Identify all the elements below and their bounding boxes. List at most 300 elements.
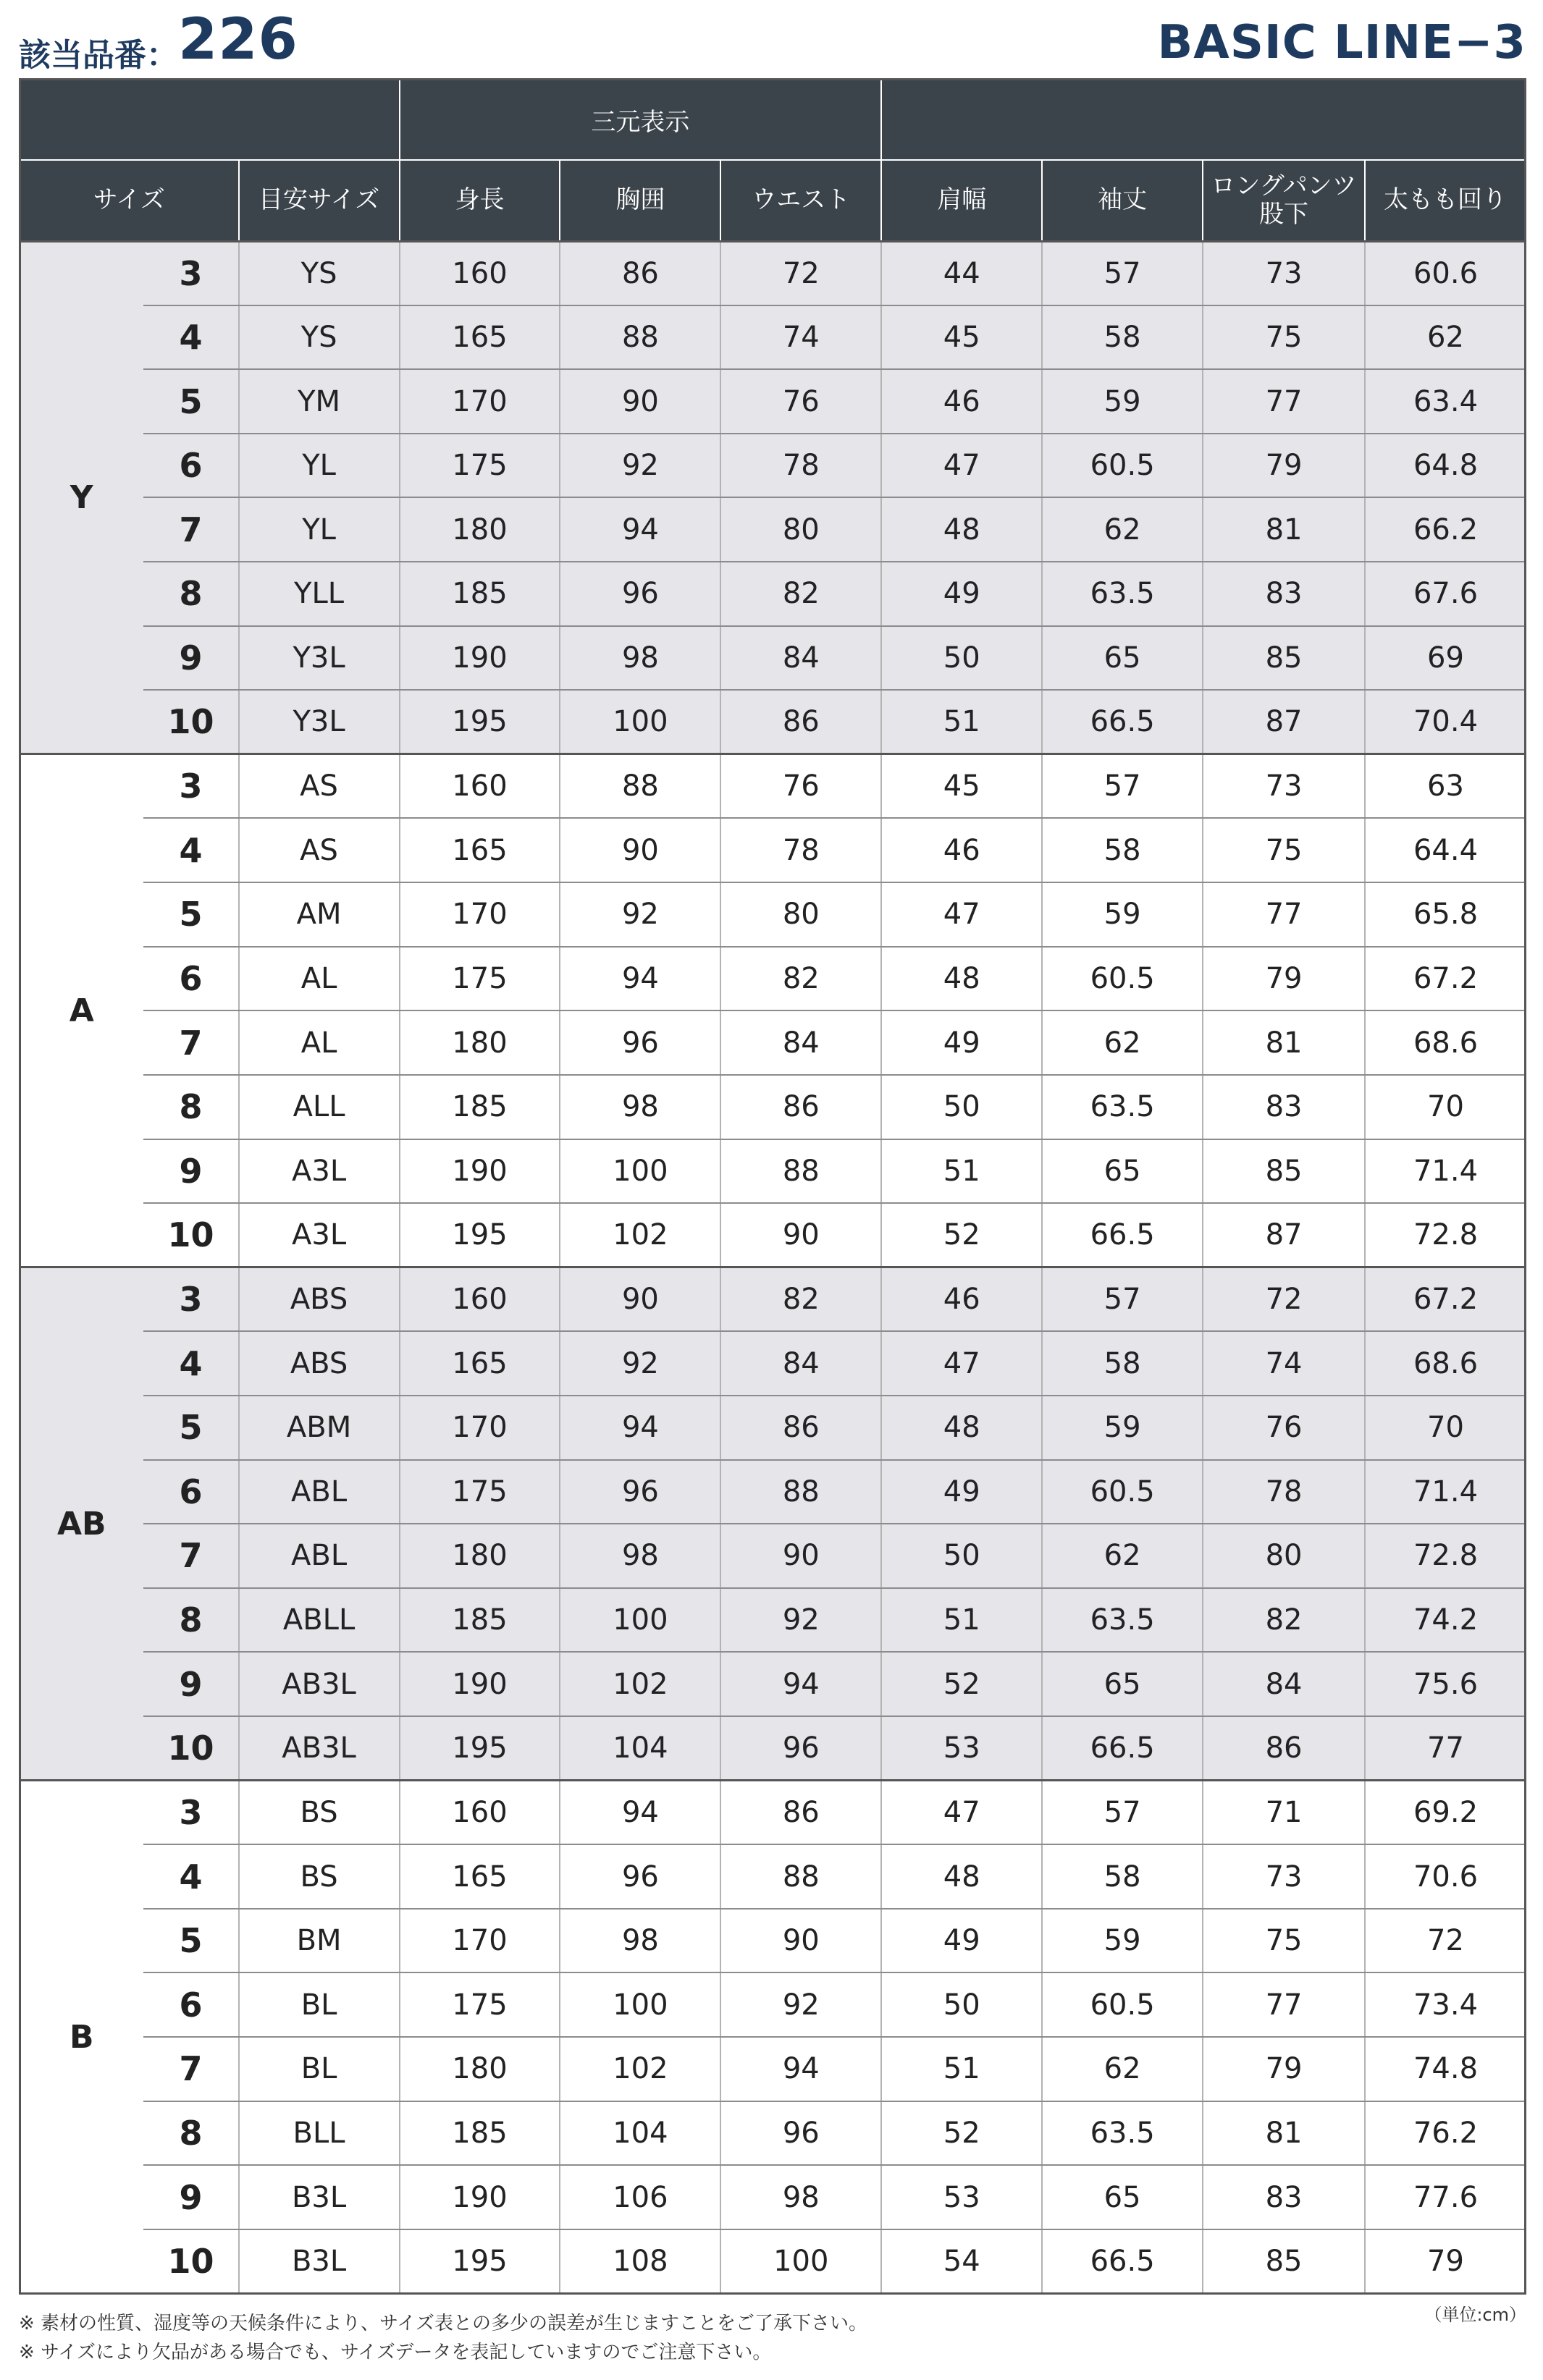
table-row <box>20 1203 1526 1267</box>
chest-cell: 102 <box>560 1652 720 1716</box>
height-cell: 165 <box>400 305 560 370</box>
table-body <box>20 241 1526 2294</box>
shoulder-cell: 52 <box>881 1652 1042 1716</box>
height-cell: 160 <box>400 754 560 819</box>
sleeve-cell: 59 <box>1042 369 1203 434</box>
inseam-cell: 80 <box>1203 1524 1365 1588</box>
header-blank-left <box>20 79 400 160</box>
sleeve-cell: 60.5 <box>1042 1460 1203 1524</box>
waist-cell: 90 <box>720 1524 881 1588</box>
chest-cell: 98 <box>560 1075 720 1139</box>
unit-note: （単位:cm） <box>1424 2305 1526 2325</box>
guide-size-cell: BLL <box>239 2101 400 2166</box>
thigh-cell: 64.8 <box>1365 434 1526 498</box>
height-cell: 170 <box>400 1909 560 1973</box>
thigh-cell: 69.2 <box>1365 1781 1526 1845</box>
waist-cell: 82 <box>720 1267 881 1332</box>
guide-size-cell: BM <box>239 1909 400 1973</box>
thigh-cell: 74.2 <box>1365 1588 1526 1653</box>
inseam-cell: 81 <box>1203 1010 1365 1075</box>
number-cell: 4 <box>143 818 238 882</box>
thigh-cell: 67.2 <box>1365 947 1526 1011</box>
chest-cell: 92 <box>560 434 720 498</box>
footer-note: ※ サイズにより欠品がある場合でも、サイズデータを表記していますのでご注意下さい。 <box>19 2342 772 2363</box>
height-cell: 175 <box>400 1460 560 1524</box>
thigh-cell: 70.4 <box>1365 690 1526 754</box>
table-row <box>20 2037 1526 2101</box>
guide-size-cell: BL <box>239 2037 400 2101</box>
waist-cell: 80 <box>720 882 881 947</box>
height-cell: 180 <box>400 497 560 562</box>
guide-size-cell: AS <box>239 818 400 882</box>
height-cell: 160 <box>400 1267 560 1332</box>
shoulder-cell: 50 <box>881 626 1042 691</box>
shoulder-cell: 48 <box>881 1396 1042 1460</box>
number-cell: 3 <box>143 1267 238 1332</box>
height-cell: 190 <box>400 1139 560 1204</box>
thigh-cell: 68.6 <box>1365 1331 1526 1396</box>
table-row <box>20 1396 1526 1460</box>
inseam-cell: 74 <box>1203 1331 1365 1396</box>
height-cell: 195 <box>400 2229 560 2294</box>
thigh-cell: 77.6 <box>1365 2165 1526 2229</box>
sleeve-cell: 57 <box>1042 754 1203 819</box>
waist-cell: 94 <box>720 2037 881 2101</box>
guide-size-cell: ABLL <box>239 1588 400 1653</box>
shoulder-cell: 50 <box>881 1524 1042 1588</box>
table-row <box>20 626 1526 691</box>
shoulder-cell: 51 <box>881 1139 1042 1204</box>
sleeve-cell: 63.5 <box>1042 1075 1203 1139</box>
size-group-label: AB <box>20 1267 143 1781</box>
column-header: 身長 <box>400 160 560 241</box>
shoulder-cell: 49 <box>881 1460 1042 1524</box>
chest-cell: 86 <box>560 241 720 305</box>
table-row <box>20 1331 1526 1396</box>
waist-cell: 80 <box>720 497 881 562</box>
inseam-cell: 87 <box>1203 1203 1365 1267</box>
column-header: 目安サイズ <box>239 160 400 241</box>
number-cell: 10 <box>143 2229 238 2294</box>
table-row <box>20 1972 1526 2037</box>
number-cell: 7 <box>143 1010 238 1075</box>
sleeve-cell: 59 <box>1042 882 1203 947</box>
chest-cell: 90 <box>560 818 720 882</box>
number-cell: 10 <box>143 1203 238 1267</box>
guide-size-cell: AL <box>239 947 400 1011</box>
guide-size-cell: BS <box>239 1844 400 1909</box>
chest-cell: 100 <box>560 1588 720 1653</box>
number-cell: 4 <box>143 1844 238 1909</box>
number-cell: 9 <box>143 1652 238 1716</box>
guide-size-cell: Y3L <box>239 690 400 754</box>
size-table <box>19 78 1526 2295</box>
table-row <box>20 1524 1526 1588</box>
shoulder-cell: 44 <box>881 241 1042 305</box>
column-header: 太もも回り <box>1365 160 1526 241</box>
height-cell: 195 <box>400 1716 560 1781</box>
waist-cell: 84 <box>720 626 881 691</box>
waist-cell: 82 <box>720 947 881 1011</box>
table-row <box>20 1460 1526 1524</box>
table-row <box>20 2101 1526 2166</box>
sleeve-cell: 62 <box>1042 1524 1203 1588</box>
chest-cell: 96 <box>560 562 720 626</box>
number-cell: 5 <box>143 369 238 434</box>
sleeve-cell: 58 <box>1042 1331 1203 1396</box>
shoulder-cell: 51 <box>881 1588 1042 1653</box>
waist-cell: 92 <box>720 1972 881 2037</box>
thigh-cell: 74.8 <box>1365 2037 1526 2101</box>
number-cell: 10 <box>143 1716 238 1781</box>
shoulder-cell: 51 <box>881 690 1042 754</box>
sleeve-cell: 60.5 <box>1042 1972 1203 2037</box>
guide-size-cell: AB3L <box>239 1716 400 1781</box>
height-cell: 190 <box>400 626 560 691</box>
height-cell: 175 <box>400 434 560 498</box>
height-cell: 160 <box>400 1781 560 1845</box>
footer-notes <box>19 2309 867 2367</box>
thigh-cell: 72.8 <box>1365 1524 1526 1588</box>
column-header: 胸囲 <box>560 160 720 241</box>
height-cell: 180 <box>400 2037 560 2101</box>
guide-size-cell: BS <box>239 1781 400 1845</box>
shoulder-cell: 49 <box>881 562 1042 626</box>
waist-cell: 88 <box>720 1460 881 1524</box>
waist-cell: 78 <box>720 818 881 882</box>
thigh-cell: 62 <box>1365 305 1526 370</box>
inseam-cell: 83 <box>1203 562 1365 626</box>
number-cell: 3 <box>143 1781 238 1845</box>
sleeve-cell: 57 <box>1042 1267 1203 1332</box>
table-row <box>20 1716 1526 1781</box>
chest-cell: 96 <box>560 1010 720 1075</box>
chest-cell: 94 <box>560 1396 720 1460</box>
inseam-cell: 79 <box>1203 947 1365 1011</box>
height-cell: 170 <box>400 1396 560 1460</box>
sleeve-cell: 63.5 <box>1042 562 1203 626</box>
inseam-cell: 77 <box>1203 1972 1365 2037</box>
inseam-cell: 75 <box>1203 305 1365 370</box>
number-cell: 6 <box>143 1972 238 2037</box>
thigh-cell: 71.4 <box>1365 1139 1526 1204</box>
inseam-cell: 79 <box>1203 2037 1365 2101</box>
number-cell: 7 <box>143 1524 238 1588</box>
thigh-cell: 64.4 <box>1365 818 1526 882</box>
number-cell: 6 <box>143 947 238 1011</box>
chest-cell: 98 <box>560 626 720 691</box>
shoulder-cell: 51 <box>881 2037 1042 2101</box>
inseam-cell: 83 <box>1203 2165 1365 2229</box>
height-cell: 195 <box>400 690 560 754</box>
number-cell: 4 <box>143 1331 238 1396</box>
sleeve-cell: 59 <box>1042 1396 1203 1460</box>
sleeve-cell: 58 <box>1042 1844 1203 1909</box>
height-cell: 170 <box>400 369 560 434</box>
chest-cell: 104 <box>560 2101 720 2166</box>
inseam-cell: 72 <box>1203 1267 1365 1332</box>
table-row <box>20 818 1526 882</box>
sleeve-cell: 62 <box>1042 497 1203 562</box>
waist-cell: 82 <box>720 562 881 626</box>
thigh-cell: 66.2 <box>1365 497 1526 562</box>
shoulder-cell: 46 <box>881 369 1042 434</box>
sleeve-cell: 63.5 <box>1042 2101 1203 2166</box>
guide-size-cell: YL <box>239 497 400 562</box>
table-row <box>20 241 1526 305</box>
size-group-label: B <box>20 1781 143 2294</box>
table-row <box>20 690 1526 754</box>
product-label: 該当品番： <box>19 37 178 74</box>
thigh-cell: 77 <box>1365 1716 1526 1781</box>
shoulder-cell: 47 <box>881 1781 1042 1845</box>
height-cell: 160 <box>400 241 560 305</box>
table-row <box>20 1010 1526 1075</box>
height-cell: 185 <box>400 562 560 626</box>
shoulder-cell: 48 <box>881 1844 1042 1909</box>
column-header: 肩幅 <box>881 160 1042 241</box>
page-header <box>19 7 1526 72</box>
inseam-cell: 77 <box>1203 369 1365 434</box>
header-row-group <box>20 79 1526 160</box>
table-row <box>20 562 1526 626</box>
waist-cell: 96 <box>720 1716 881 1781</box>
thigh-cell: 70.6 <box>1365 1844 1526 1909</box>
header-blank-right <box>881 79 1526 160</box>
inseam-cell: 83 <box>1203 1075 1365 1139</box>
guide-size-cell: ABS <box>239 1331 400 1396</box>
table-row <box>20 1267 1526 1332</box>
height-cell: 185 <box>400 1075 560 1139</box>
inseam-cell: 73 <box>1203 754 1365 819</box>
chest-cell: 102 <box>560 1203 720 1267</box>
product-number: 226 <box>178 7 298 72</box>
inseam-cell: 85 <box>1203 626 1365 691</box>
waist-cell: 76 <box>720 369 881 434</box>
chest-cell: 108 <box>560 2229 720 2294</box>
shoulder-cell: 48 <box>881 947 1042 1011</box>
thigh-cell: 63 <box>1365 754 1526 819</box>
shoulder-cell: 47 <box>881 1331 1042 1396</box>
waist-cell: 86 <box>720 1396 881 1460</box>
table-row <box>20 947 1526 1011</box>
sleeve-cell: 66.5 <box>1042 1716 1203 1781</box>
table-row <box>20 369 1526 434</box>
number-cell: 8 <box>143 562 238 626</box>
sleeve-cell: 60.5 <box>1042 947 1203 1011</box>
inseam-cell: 75 <box>1203 1909 1365 1973</box>
table-row <box>20 497 1526 562</box>
shoulder-cell: 45 <box>881 754 1042 819</box>
thigh-cell: 73.4 <box>1365 1972 1526 2037</box>
shoulder-cell: 48 <box>881 497 1042 562</box>
height-cell: 180 <box>400 1524 560 1588</box>
thigh-cell: 71.4 <box>1365 1460 1526 1524</box>
table-row <box>20 305 1526 370</box>
sleeve-cell: 66.5 <box>1042 2229 1203 2294</box>
shoulder-cell: 47 <box>881 882 1042 947</box>
inseam-cell: 75 <box>1203 818 1365 882</box>
height-cell: 180 <box>400 1010 560 1075</box>
waist-cell: 86 <box>720 1075 881 1139</box>
size-group-label: Y <box>20 241 143 754</box>
chest-cell: 98 <box>560 1524 720 1588</box>
table-row <box>20 1139 1526 1204</box>
number-cell: 8 <box>143 1588 238 1653</box>
shoulder-cell: 52 <box>881 2101 1042 2166</box>
inseam-cell: 79 <box>1203 434 1365 498</box>
waist-cell: 74 <box>720 305 881 370</box>
inseam-cell: 77 <box>1203 882 1365 947</box>
number-cell: 6 <box>143 434 238 498</box>
guide-size-cell: ABL <box>239 1524 400 1588</box>
guide-size-cell: YM <box>239 369 400 434</box>
number-cell: 10 <box>143 690 238 754</box>
guide-size-cell: YLL <box>239 562 400 626</box>
size-group-label: A <box>20 754 143 1267</box>
chest-cell: 94 <box>560 1781 720 1845</box>
guide-size-cell: BL <box>239 1972 400 2037</box>
guide-size-cell: Y3L <box>239 626 400 691</box>
number-cell: 3 <box>143 754 238 819</box>
table-row <box>20 434 1526 498</box>
height-cell: 165 <box>400 818 560 882</box>
chest-cell: 106 <box>560 2165 720 2229</box>
chest-cell: 96 <box>560 1844 720 1909</box>
shoulder-cell: 50 <box>881 1075 1042 1139</box>
thigh-cell: 65.8 <box>1365 882 1526 947</box>
inseam-cell: 84 <box>1203 1652 1365 1716</box>
table-row <box>20 1075 1526 1139</box>
chest-cell: 88 <box>560 754 720 819</box>
chest-cell: 102 <box>560 2037 720 2101</box>
sleeve-cell: 66.5 <box>1042 690 1203 754</box>
table-row <box>20 2229 1526 2294</box>
thigh-cell: 60.6 <box>1365 241 1526 305</box>
sleeve-cell: 65 <box>1042 2165 1203 2229</box>
number-cell: 8 <box>143 1075 238 1139</box>
waist-cell: 90 <box>720 1203 881 1267</box>
waist-cell: 84 <box>720 1010 881 1075</box>
height-cell: 170 <box>400 882 560 947</box>
guide-size-cell: AM <box>239 882 400 947</box>
inseam-cell: 87 <box>1203 690 1365 754</box>
number-cell: 9 <box>143 626 238 691</box>
shoulder-cell: 54 <box>881 2229 1042 2294</box>
inseam-cell: 81 <box>1203 497 1365 562</box>
sleeve-cell: 57 <box>1042 241 1203 305</box>
chest-cell: 100 <box>560 1972 720 2037</box>
sleeve-cell: 62 <box>1042 2037 1203 2101</box>
number-cell: 9 <box>143 1139 238 1204</box>
inseam-cell: 85 <box>1203 1139 1365 1204</box>
number-cell: 5 <box>143 1909 238 1973</box>
sleeve-cell: 65 <box>1042 626 1203 691</box>
sleeve-cell: 58 <box>1042 818 1203 882</box>
waist-cell: 86 <box>720 690 881 754</box>
thigh-cell: 67.6 <box>1365 562 1526 626</box>
guide-size-cell: ALL <box>239 1075 400 1139</box>
waist-cell: 94 <box>720 1652 881 1716</box>
thigh-cell: 72.8 <box>1365 1203 1526 1267</box>
table-row <box>20 1844 1526 1909</box>
waist-cell: 100 <box>720 2229 881 2294</box>
sleeve-cell: 63.5 <box>1042 1588 1203 1653</box>
waist-cell: 78 <box>720 434 881 498</box>
number-cell: 4 <box>143 305 238 370</box>
guide-size-cell: A3L <box>239 1203 400 1267</box>
height-cell: 175 <box>400 947 560 1011</box>
thigh-cell: 70 <box>1365 1396 1526 1460</box>
guide-size-cell: ABS <box>239 1267 400 1332</box>
waist-cell: 88 <box>720 1844 881 1909</box>
table-row <box>20 754 1526 819</box>
sleeve-cell: 65 <box>1042 1139 1203 1204</box>
chest-cell: 88 <box>560 305 720 370</box>
waist-cell: 90 <box>720 1909 881 1973</box>
shoulder-cell: 49 <box>881 1010 1042 1075</box>
shoulder-cell: 52 <box>881 1203 1042 1267</box>
number-cell: 5 <box>143 882 238 947</box>
inseam-cell: 73 <box>1203 241 1365 305</box>
thigh-cell: 67.2 <box>1365 1267 1526 1332</box>
shoulder-cell: 53 <box>881 1716 1042 1781</box>
height-cell: 175 <box>400 1972 560 2037</box>
sleeve-cell: 58 <box>1042 305 1203 370</box>
inseam-cell: 86 <box>1203 1716 1365 1781</box>
footer-note: ※ 素材の性質、湿度等の天候条件により、サイズ表との多少の誤差が生じますことをご了承下さい。 <box>19 2313 867 2334</box>
table-row <box>20 882 1526 947</box>
chest-cell: 90 <box>560 1267 720 1332</box>
guide-size-cell: A3L <box>239 1139 400 1204</box>
chest-cell: 96 <box>560 1460 720 1524</box>
sleeve-cell: 62 <box>1042 1010 1203 1075</box>
column-header: ロングパンツ 股下 <box>1203 160 1365 241</box>
waist-cell: 76 <box>720 754 881 819</box>
inseam-cell: 71 <box>1203 1781 1365 1845</box>
shoulder-cell: 53 <box>881 2165 1042 2229</box>
inseam-cell: 82 <box>1203 1588 1365 1653</box>
thigh-cell: 70 <box>1365 1075 1526 1139</box>
chest-cell: 100 <box>560 690 720 754</box>
chest-cell: 100 <box>560 1139 720 1204</box>
thigh-cell: 75.6 <box>1365 1652 1526 1716</box>
chest-cell: 94 <box>560 497 720 562</box>
height-cell: 165 <box>400 1844 560 1909</box>
chest-cell: 94 <box>560 947 720 1011</box>
guide-size-cell: B3L <box>239 2165 400 2229</box>
number-cell: 9 <box>143 2165 238 2229</box>
table-row <box>20 1652 1526 1716</box>
thigh-cell: 72 <box>1365 1909 1526 1973</box>
sleeve-cell: 65 <box>1042 1652 1203 1716</box>
column-header: サイズ <box>20 160 239 241</box>
table-row <box>20 1588 1526 1653</box>
guide-size-cell: ABL <box>239 1460 400 1524</box>
guide-size-cell: ABM <box>239 1396 400 1460</box>
chest-cell: 98 <box>560 1909 720 1973</box>
guide-size-cell: AB3L <box>239 1652 400 1716</box>
inseam-cell: 78 <box>1203 1460 1365 1524</box>
height-cell: 185 <box>400 1588 560 1653</box>
guide-size-cell: YS <box>239 305 400 370</box>
footer <box>19 2300 1526 2373</box>
inseam-cell: 73 <box>1203 1844 1365 1909</box>
column-header: 袖丈 <box>1042 160 1203 241</box>
waist-cell: 96 <box>720 2101 881 2166</box>
sleeve-cell: 57 <box>1042 1781 1203 1845</box>
waist-cell: 92 <box>720 1588 881 1653</box>
